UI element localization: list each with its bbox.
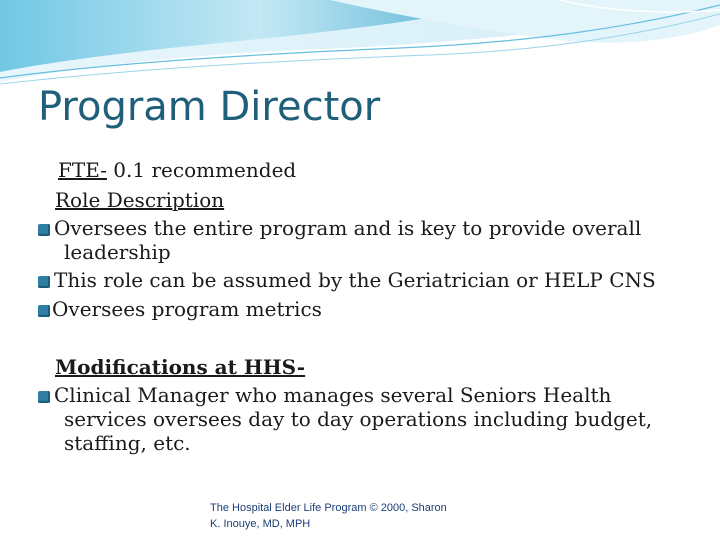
- role-description-heading: Role Description: [55, 188, 225, 212]
- mod-bullet-1-line2: services oversees day to day operations including budget,: [64, 407, 653, 431]
- role-bullet-1-line1: Oversees the entire program and is key to provide overall: [54, 216, 642, 240]
- bullet-icon: [38, 276, 50, 288]
- role-bullet-2-text: This role can be assumed by the Geriatrician or HELP CNS: [54, 268, 656, 292]
- mod-bullet-1: [38, 383, 611, 407]
- footer-line-1: The Hospital Elder Life Program © 2000, Sharon: [210, 502, 447, 514]
- mod-bullet-1-line1: Clinical Manager who manages several Seniors Health: [54, 383, 612, 407]
- bullet-icon: [38, 391, 50, 403]
- role-bullet-3-text: Oversees program metrics: [52, 297, 322, 321]
- fte-line: [58, 158, 296, 182]
- bullet-icon: [38, 305, 50, 317]
- bullet-icon: [38, 224, 50, 236]
- mod-bullet-1-line3: staffing, etc.: [64, 431, 191, 455]
- role-bullet-1: [38, 216, 641, 240]
- role-bullet-2: [38, 268, 656, 292]
- fte-label: FTE-: [58, 158, 107, 182]
- header-wave-decoration: [0, 0, 720, 90]
- slide-title: Program Director: [38, 84, 381, 130]
- footer-line-2: K. Inouye, MD, MPH: [210, 518, 311, 530]
- role-bullet-1-line2: leadership: [64, 240, 171, 264]
- fte-value: 0.1 recommended: [106, 158, 297, 182]
- modifications-heading: Modifications at HHS-: [55, 355, 306, 379]
- footer-copyright: [210, 500, 480, 532]
- role-bullet-3: [38, 297, 322, 321]
